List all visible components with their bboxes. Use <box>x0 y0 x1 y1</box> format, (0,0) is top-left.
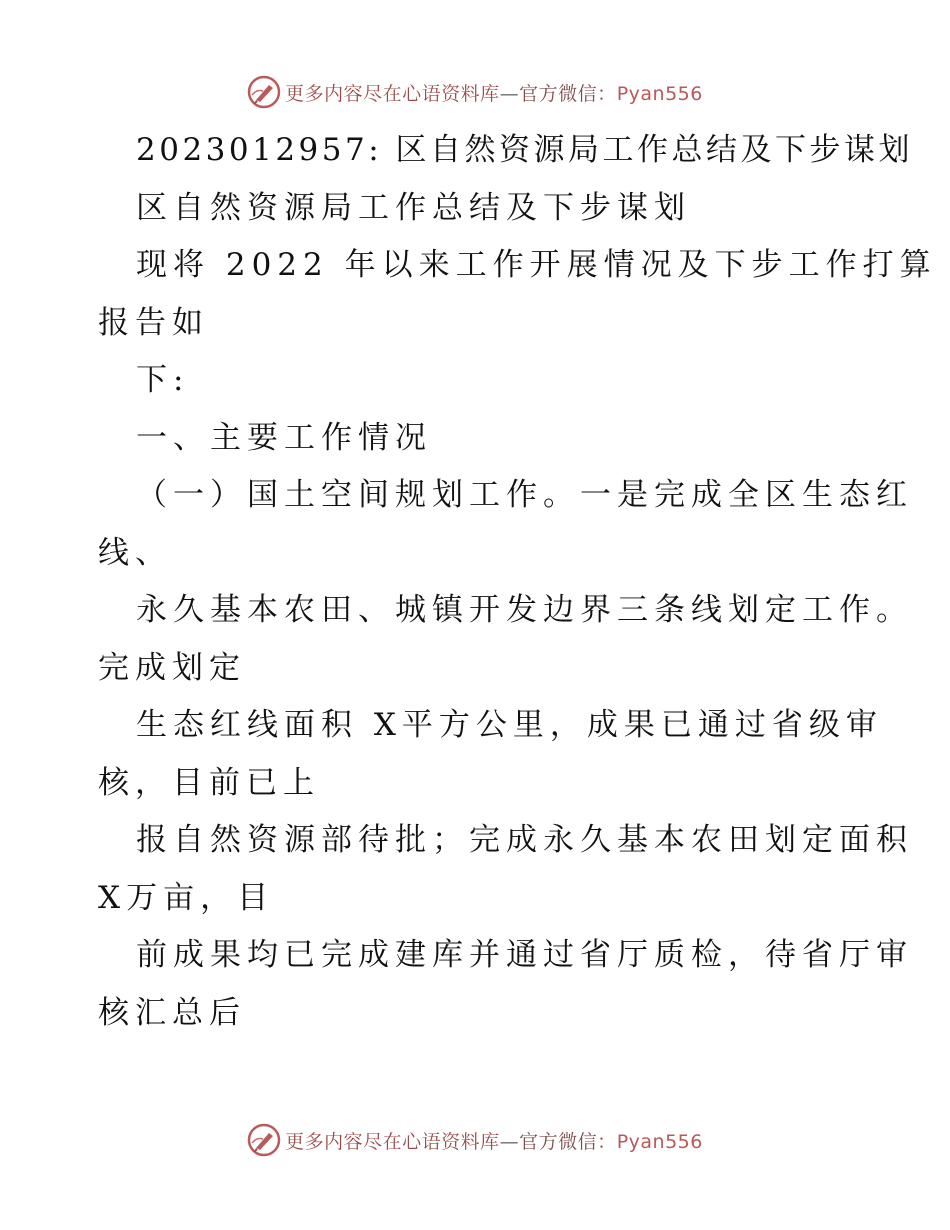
paragraph-line: 核，目前已上 <box>98 764 320 801</box>
footer-banner-separator: — <box>499 1130 520 1153</box>
paragraph-line: 生态红线面积 X平方公里，成果已通过省级审 <box>136 707 883 743</box>
paragraph-line: 完成划定 <box>98 649 246 686</box>
paragraph-line: （一）国土空间规划工作。一是完成全区生态红 <box>136 477 913 513</box>
footer-banner-wechat-label: 官方微信： <box>519 1130 617 1153</box>
document-body <box>98 122 937 1042</box>
header-banner-main: 更多内容尽在心语资料库 <box>285 82 500 105</box>
header-banner-separator: — <box>499 82 520 105</box>
footer-watermark-banner <box>0 1120 950 1160</box>
paragraph-line: 核汇总后 <box>98 994 246 1031</box>
paragraph-line: 前成果均已完成建库并通过省厅质检，待省厅审 <box>136 937 913 973</box>
footer-banner-wechat-id: Pyan556 <box>616 1130 703 1153</box>
paragraph-line: X万亩，目 <box>98 879 275 916</box>
document-title-line: 2023012957: 区自然资源局工作总结及下步谋划 <box>136 132 914 168</box>
paragraph-line: 线、 <box>98 534 172 571</box>
header-banner-wechat-label: 官方微信： <box>519 82 617 105</box>
section-heading-line: 一、主要工作情况 <box>136 419 432 456</box>
paragraph-line: 现将 2022 年以来工作开展情况及下步工作打算 <box>136 247 937 283</box>
paragraph-line: 永久基本农田、城镇开发边界三条线划定工作。 <box>136 592 913 628</box>
paragraph-line: 下: <box>136 362 190 398</box>
pen-logo-icon <box>247 1123 281 1157</box>
header-banner-wechat-id: Pyan556 <box>616 82 703 105</box>
paragraph-line: 报自然资源部待批；完成永久基本农田划定面积 <box>136 822 913 858</box>
footer-banner-text <box>285 1127 703 1154</box>
pen-logo-icon <box>247 75 281 109</box>
document-subtitle-line: 区自然资源局工作总结及下步谋划 <box>136 189 691 226</box>
header-banner-text <box>285 79 703 106</box>
paragraph-line: 报告如 <box>98 304 209 341</box>
header-watermark-banner <box>0 72 950 112</box>
footer-banner-main: 更多内容尽在心语资料库 <box>285 1130 500 1153</box>
